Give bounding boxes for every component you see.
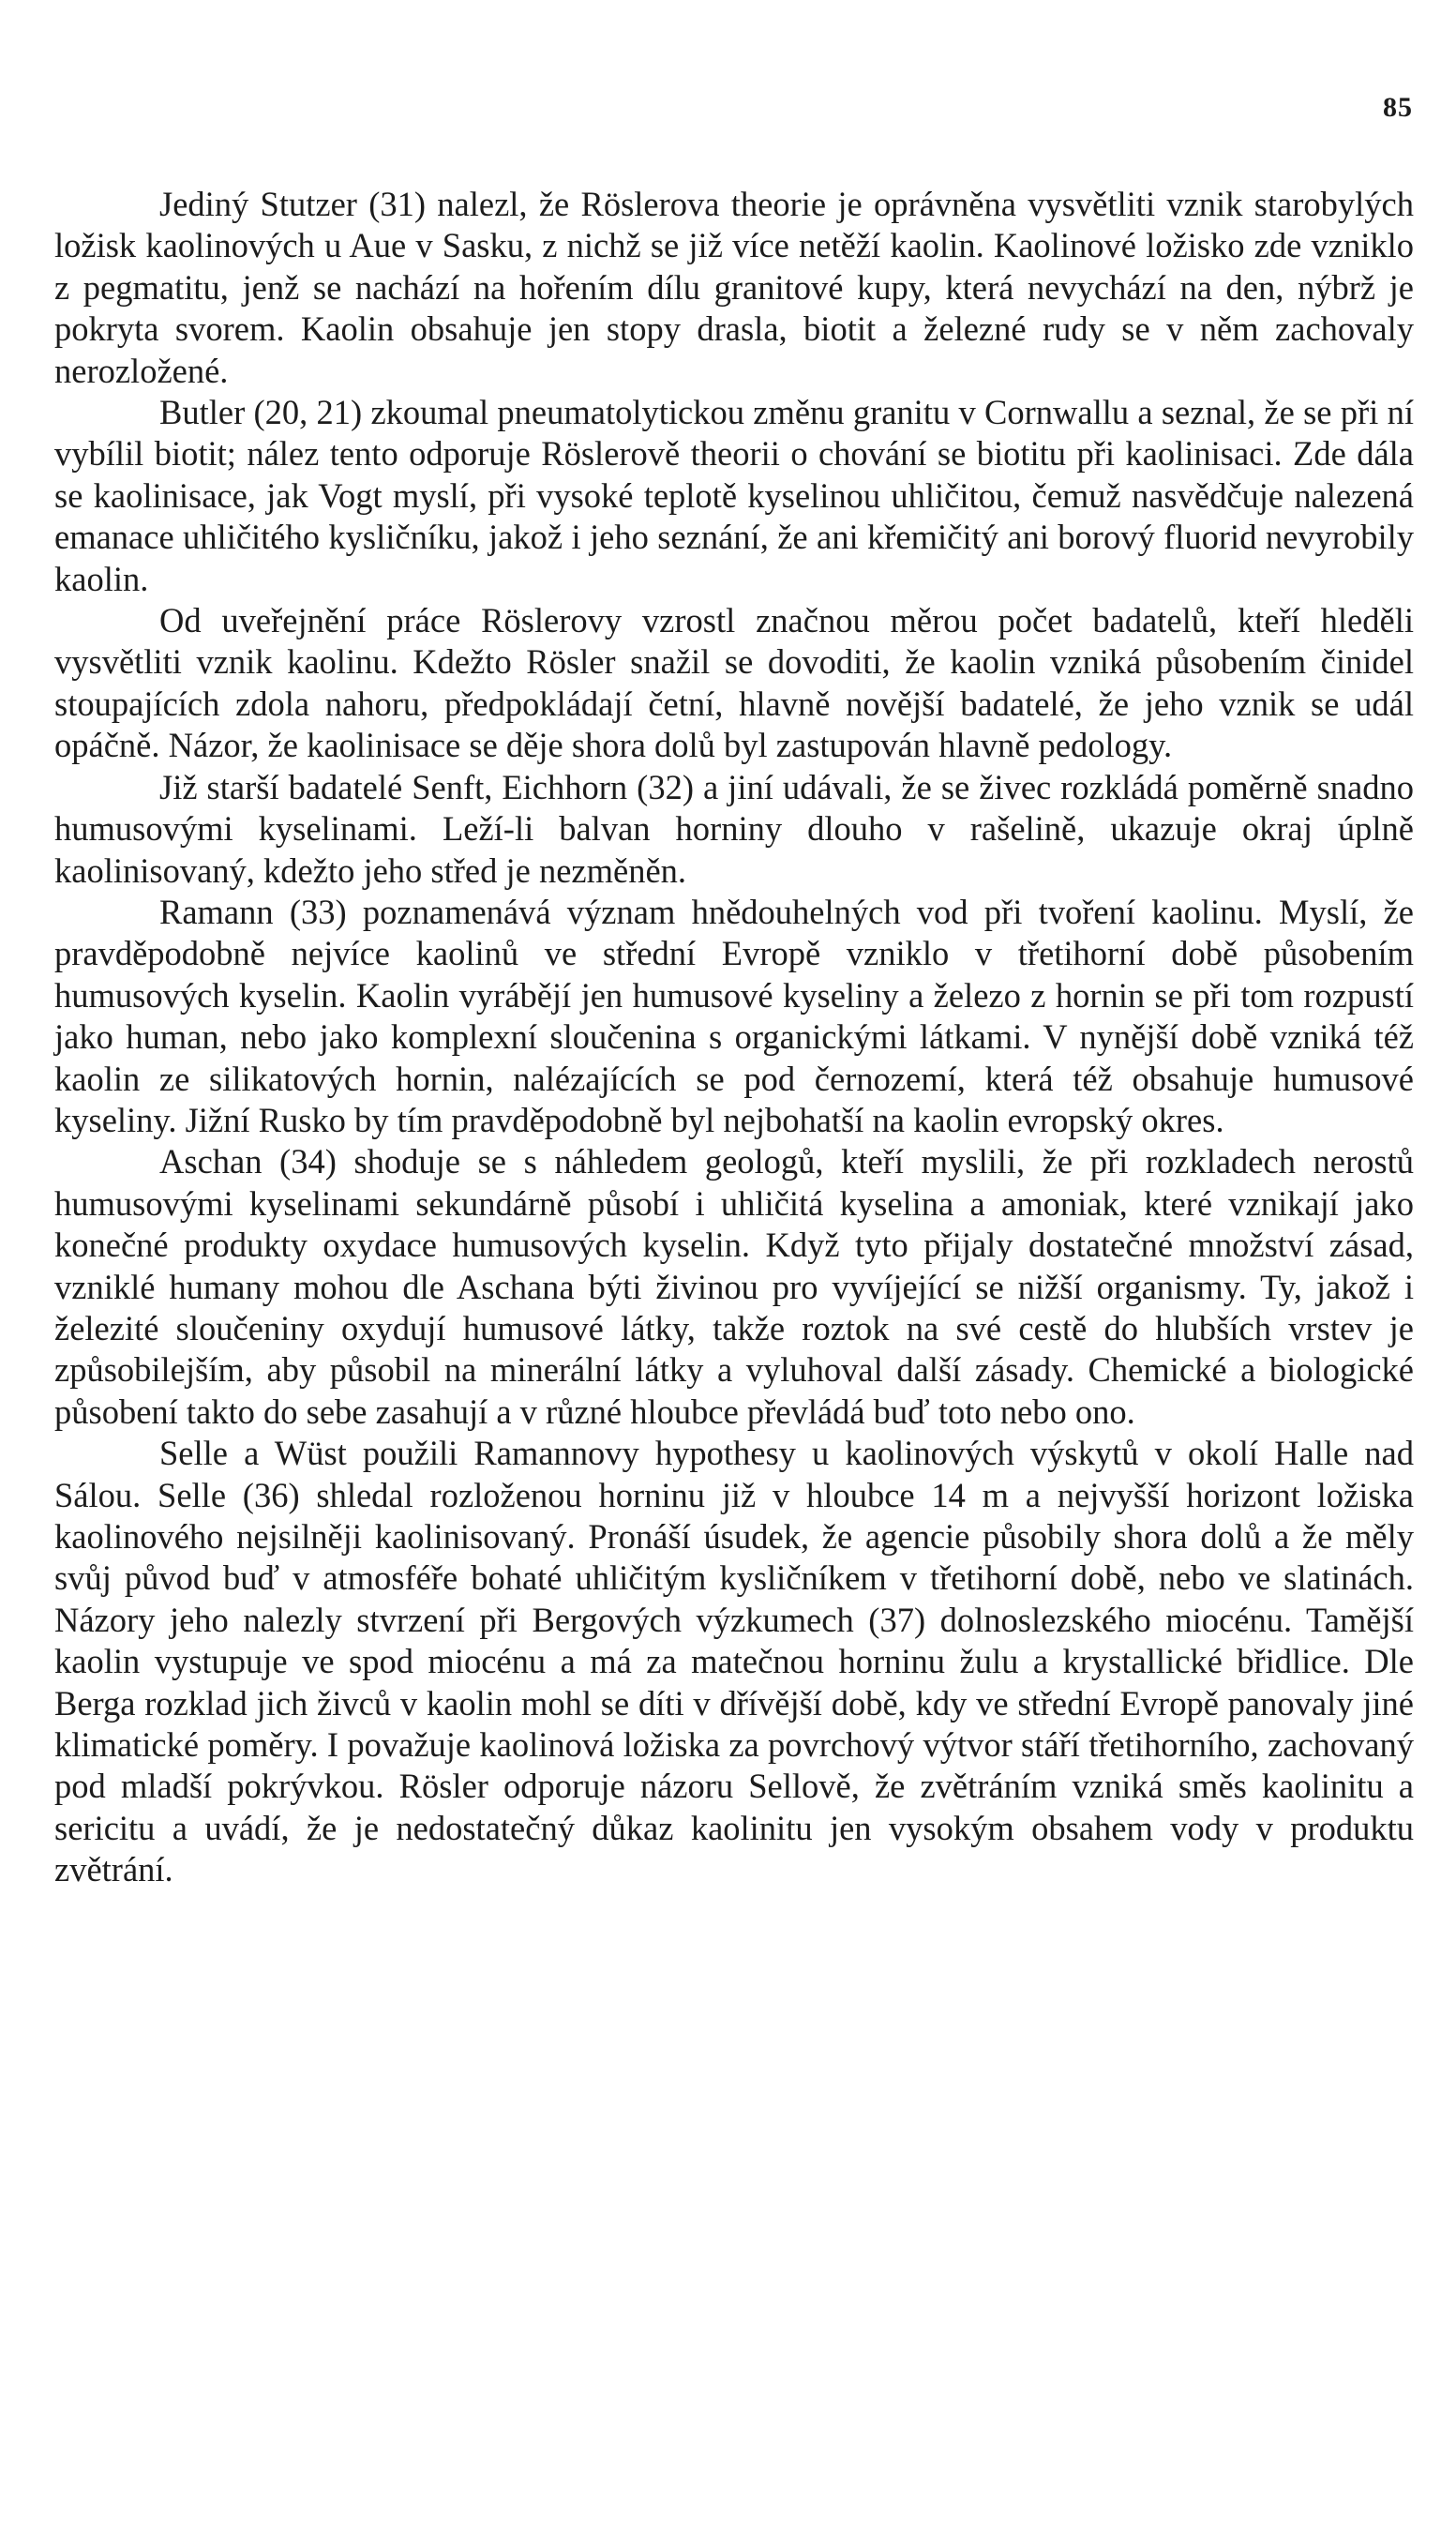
page-number: 85: [1383, 92, 1413, 123]
paragraph-aschan: Aschan (34) shoduje se s náhledem geologů, kteří myslili, že při rozkladech nerostů humusovými kyselinami sekundárně působí i uhličitá kyselina a amoniak, které vznikají jako konečné produkty oxydace humusových kyselin. Když tyto přijaly dostatečné množství zásad, vzniklé humany mohou dle Aschana býti živinou pro vyvíjející se nižší organismy. Ty, jakož i železité sloučeniny oxydují humusové látky, takže roztok na své cestě do hlubších vrstev je způsobilejším, aby působil na minerální látky a vyluhoval další zásady. Chemické a biologické působení takto do sebe zasahují a v různé hloubce převládá buď toto nebo ono.: [54, 1142, 1414, 1431]
paragraph-rosler-researchers: Od uveřejnění práce Röslerovy vzrostl značnou měrou počet badatelů, kteří hleděli vysvětliti vznik kaolinu. Kdežto Rösler snažil se dovoditi, že kaolin vzniká působením činidel stoupajících zdola nahoru, předpokládají četní, hlavně novější badatelé, že jeho vznik se udál opáčně. Názor, že kaolinisace se děje shora dolů byl zastupován hlavně pedology.: [54, 601, 1414, 765]
paragraph-ramann: Ramann (33) poznamenává význam hnědouhelných vod při tvoření kaolinu. Myslí, že pravděpodobně nejvíce kaolinů ve střední Evropě vzniklo v třetihorní době působením humusových kyselin. Kaolin vyrábějí jen humusové kyseliny a železo z hornin se při tom rozpustí jako human, nebo jako komplexní sloučenina s organickými látkami. V nynější době vzniká též kaolin ze silikatových hornin, nalézajících se pod černozemí, která též obsahuje humusové kyseliny. Jižní Rusko by tím pravděpodobně byl nejbohatší na kaolin evropský okres.: [54, 892, 1414, 1139]
paragraph-senft-eichhorn: Již starší badatelé Senft, Eichhorn (32) a jiní udávali, že se živec rozkládá poměrně snadno humusovými kyselinami. Leží-li balvan horniny dlouho v rašelině, ukazuje okraj úplně kaolinisovaný, kdežto jeho střed je nezměněn.: [54, 767, 1414, 890]
paragraph-stutzer: Jediný Stutzer (31) nalezl, že Röslerova theorie je oprávněna vysvětliti vznik starobylých ložisk kaolinových u Aue v Sasku, z nichž se již více netěží kaolin. Kaolinové ložisko zde vzniklo z pegmatitu, jenž se nachází na hořením dílu granitové kupy, která nevychází na den, nýbrž je pokryta svorem. Kaolin obsahuje jen stopy drasla, biotit a železné rudy se v něm zachovaly nerozložené.: [54, 185, 1414, 390]
paragraph-selle-wust: Selle a Wüst použili Ramannovy hypothesy u kaolinových výskytů v okolí Halle nad Sálou. Selle (36) shledal rozloženou horninu již v hloubce 14 m a nejvyšší horizont ložiska kaolinového nejsilněji kaolinisovaný. Pronáší úsudek, že agencie působily shora dolů a že měly svůj původ buď v atmosféře bohaté uhličitým kysličníkem v třetihorní době, nebo ve slatinách. Názory jeho nalezly stvrzení při Bergových výzkumech (37) dolnoslezského miocénu. Tamější kaolin vystupuje ve spod miocénu a má za matečnou horninu žulu a krystallické břidlice. Dle Berga rozklad jich živců v kaolin mohl se díti v dřívější době, kdy ve střední Evropě panovaly jiné klimatické poměry. I považuje kaolinová ložiska za povrchový výtvor stáří třetihorního, zachovaný pod mladší pokrývkou. Rösler odporuje názoru Sellově, že zvětráním vzniká směs kaolinitu a sericitu a uvádí, že je nedostatečný důkaz kaolinitu jen vysokým obsahem vody v produktu zvětrání.: [54, 1434, 1414, 1889]
paragraph-butler: Butler (20, 21) zkoumal pneumatolytickou změnu granitu v Cornwallu a seznal, že se při ní vybílil biotit; nález tento odporuje Röslerově theorii o chování se biotitu při kaolinisaci. Zde dála se kaolinisace, jak Vogt myslí, při vysoké teplotě kyselinou uhličitou, čemuž nasvědčuje nalezená emanace uhličitého kysličníku, jakož i jeho seznání, že ani křemičitý ani borový fluorid nevyrobily kaolin.: [54, 393, 1414, 598]
body-text: [54, 184, 1414, 1891]
